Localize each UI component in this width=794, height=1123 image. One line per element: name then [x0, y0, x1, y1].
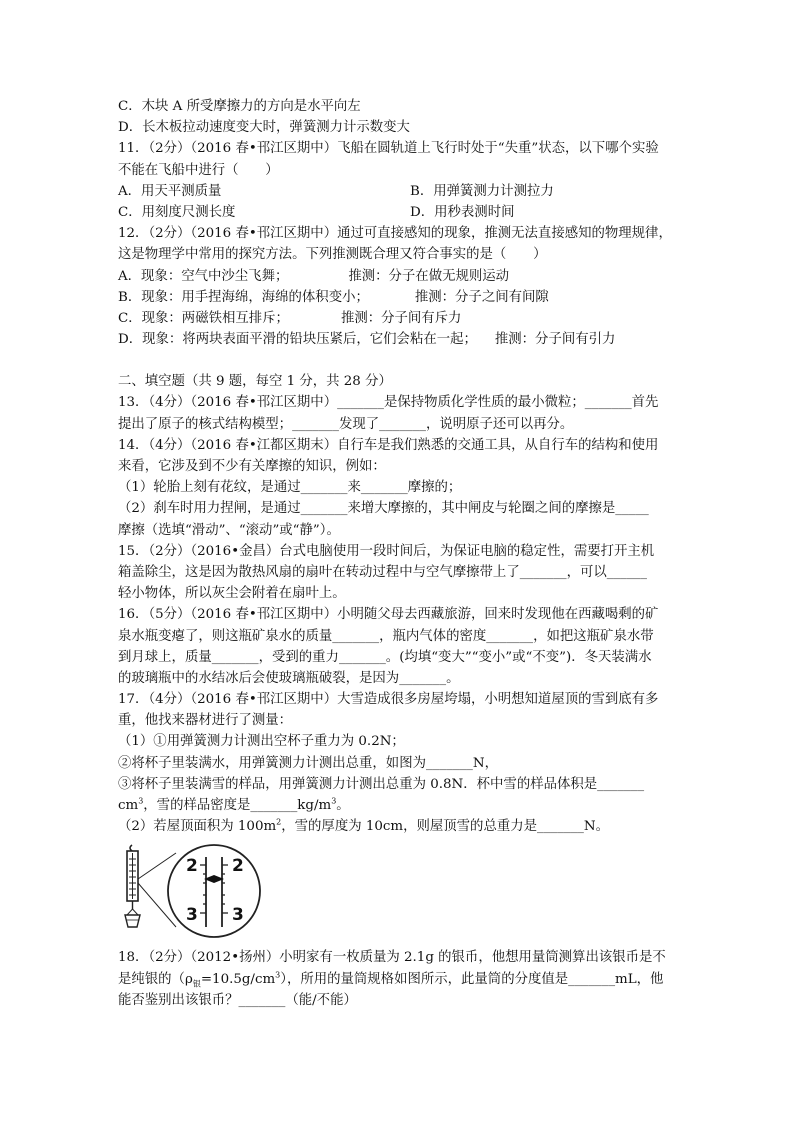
q17-line6-unit: cm — [118, 798, 139, 813]
q13-line1: 13．（4分）（2016 春•邗江区期中）_______是保持物质化学性质的最小微粒；_______首先 — [118, 395, 659, 411]
q17-line2: 重，他找来器材进行了测量： — [118, 713, 293, 729]
q14-line3: （1）轮胎上刻有花纹，是通过_______来_______摩擦的； — [118, 480, 462, 496]
q12-option-d-inference: 推测：分子间有引力 — [494, 332, 616, 348]
magnified-label-bottom-right: 3 — [232, 905, 244, 926]
q12-stem-line1: 12．（2分）（2016 春•邗江区期中）通过可直接感知的现象，推测无法直接感知的物理规律， — [118, 226, 672, 242]
q17-line4: ②将杯子里装满水，用弹簧测力计测出总重，如图为_______N， — [118, 755, 498, 771]
q17-line7-superscript: 2 — [276, 817, 282, 827]
q16-line4: 的玻璃瓶中的水结冰后会使玻璃瓶破裂，是因为_______。 — [118, 670, 460, 686]
q17-line7-text: （2）若屋顶面积为 100m — [118, 819, 277, 835]
q15-line2: 箱盖除尘，这是因为散热风扇的扇叶在转动过程中与空气摩擦带上了_______，可以______ — [118, 564, 647, 580]
q14-line4: （2）刹车时用力捏闸，是通过_______来增大摩擦的，其中闸皮与轮圈之间的摩擦是_____ — [118, 501, 649, 517]
q11-option-a: A．用天平测质量 — [118, 183, 222, 199]
q14-line2: 来看，它涉及到不少有关摩擦的知识，例如： — [118, 459, 386, 474]
q17-line7 — [118, 816, 678, 837]
q10-option-d: D．长木板拉动速度变大时，弹簧测力计示数变大 — [118, 120, 410, 136]
magnified-label-bottom-left: 3 — [186, 905, 198, 926]
q16-line3: 到月球上，质量_______，受到的重力_______。(均填“变大”“变小”或“不变”)．冬天装满水 — [118, 649, 652, 665]
q18-line1: 18．（2分）（2012•扬州）小明家有一枚质量为 2.1g 的银币，他想用量筒测算出该银币是不 — [118, 950, 666, 966]
q15-line3: 轻小物体，所以灰尘会附着在扇叶上。 — [118, 586, 346, 602]
q11-options-row2 — [118, 202, 678, 223]
magnified-label-top-left: 2 — [186, 856, 198, 877]
q17-line6-superscript-2: 3 — [331, 796, 337, 806]
q12-stem-line2: 这是物理学中常用的探究方法。下列推测既合理又符合事实的是（ ） — [118, 247, 547, 263]
q12-option-a-phenomenon: A．现象：空气中沙尘飞舞； — [118, 268, 289, 284]
section-2-heading: 二、填空题（共 9 题，每空 1 分，共 28 分） — [118, 374, 392, 390]
q11-option-b: B．用弹簧测力计测拉力 — [410, 183, 554, 199]
q15-line1: 15．（2分）（2016•金昌）台式电脑使用一段时间后，为保证电脑的稳定性，需要打开主机 — [118, 543, 655, 559]
q11-option-d: D．用秒表测时间 — [410, 204, 515, 220]
q18-line2 — [118, 969, 678, 990]
q17-line6 — [118, 795, 678, 816]
q18-line2-text: 是纯银的（ρ — [118, 971, 193, 987]
q18-line2-density: =10.5g/cm — [200, 971, 276, 987]
q12-option-c — [118, 308, 678, 329]
q12-option-b-phenomenon: B．现象：用手捏海绵，海绵的体积变小； — [118, 289, 369, 305]
q11-option-c: C．用刻度尺测长度 — [118, 204, 236, 220]
q12-option-a — [118, 266, 678, 287]
q17-line5: ③将杯子里装满雪的样品，用弹簧测力计测出总重为 0.8N．杯中雪的样品体积是_______ — [118, 776, 645, 792]
q12-option-c-inference: 推测：分子间有斥力 — [340, 310, 462, 326]
q17-line6-superscript: 3 — [138, 796, 144, 806]
q11-options-row1 — [118, 181, 678, 202]
q16-line2: 泉水瓶变瘪了，则这瓶矿泉水的质量_______，瓶内气体的密度_______，如把这瓶矿泉水带 — [118, 628, 654, 644]
q18-line3: 能否鉴别出该银币？_______（能/不能） — [118, 992, 357, 1008]
spring-scale-figure — [120, 843, 320, 939]
q18-line2-end: ），所用的量筒规格如图所示，此量筒的分度值是_______mL，他 — [280, 971, 664, 987]
q17-line6-text: ，雪的样品密度是_______kg/m — [143, 798, 332, 813]
q12-option-b-inference: 推测：分子之间有间隙 — [414, 289, 549, 305]
q12-option-d — [118, 329, 678, 350]
q18-line2-superscript: 3 — [275, 970, 281, 980]
q11-stem-line1: 11．（2分）（2016 春•邗江区期中）飞船在圆轨道上飞行时处于“失重”状态，以下哪个实验 — [118, 141, 659, 157]
q12-option-b — [118, 287, 678, 308]
q17-line3: （1）①用弹簧测力计测出空杯子重力为 0.2N； — [118, 734, 405, 750]
spring-scale-drawing — [120, 843, 320, 939]
document-page — [118, 96, 678, 1011]
q11-stem-line2: 不能在飞船中进行（ ） — [118, 162, 279, 178]
q17-line1: 17．（4分）（2016 春•邗江区期中）大雪造成很多房屋垮塌，小明想知道屋顶的雪到底有多 — [118, 692, 659, 708]
q10-option-c: C．木块 A 所受摩擦力的方向是水平向左 — [118, 99, 361, 114]
q14-line5: 摩擦（选填“滑动”、“滚动”或“静”）。 — [118, 522, 340, 538]
q17-line6-end: 。 — [336, 798, 350, 813]
q12-option-c-phenomenon: C．现象：两磁铁相互排斥； — [118, 310, 289, 326]
q18-line2-subscript: 银 — [192, 979, 201, 989]
q12-option-a-inference: 推测：分子在做无规则运动 — [348, 268, 510, 284]
q13-line2: 提出了原子的核式结构模型；_______发现了_______，说明原子还可以再分。 — [118, 416, 574, 432]
q14-line1: 14．（4分）（2016 春•江都区期末）自行车是我们熟悉的交通工具，从自行车的结构和使用 — [118, 437, 659, 453]
magnified-label-top-right: 2 — [232, 856, 244, 877]
q16-line1: 16．（5分）（2016 春•邗江区期中）小明随父母去西藏旅游，回来时发现他在西藏喝剩的矿 — [118, 607, 659, 623]
q17-line7-end: ，雪的厚度为 10cm，则屋顶雪的总重力是_______N。 — [281, 819, 609, 835]
q12-option-d-phenomenon: D．现象：将两块表面平滑的铅块压紧后，它们会粘在一起； — [118, 332, 477, 348]
